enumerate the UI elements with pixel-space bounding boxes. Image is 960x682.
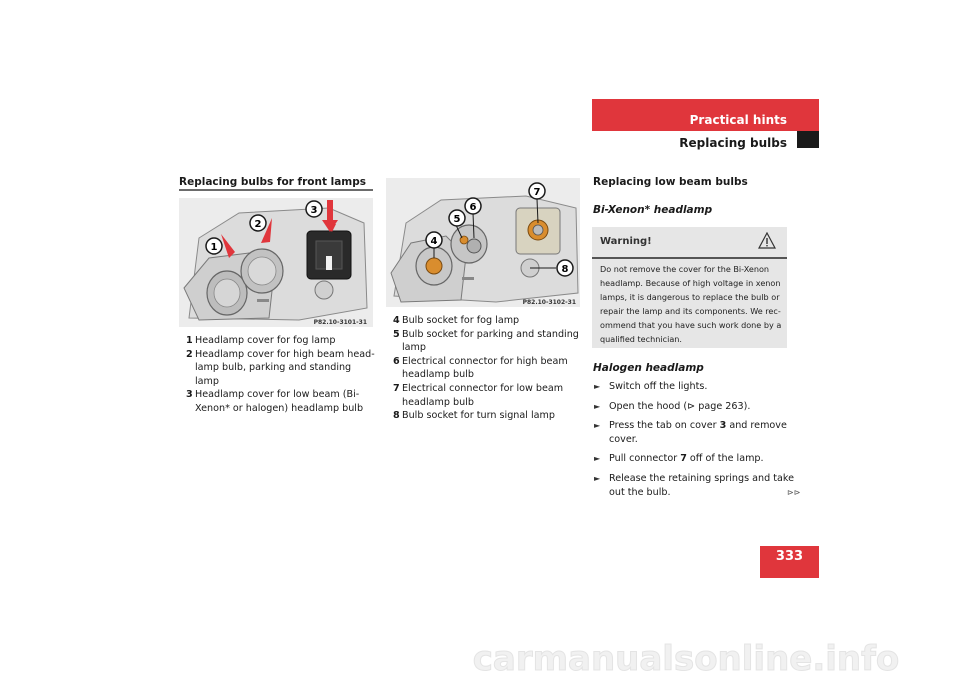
callout-2: 2 <box>254 219 262 230</box>
section-rule <box>179 189 373 191</box>
step-list <box>594 380 794 505</box>
callout-8: 8 <box>561 264 569 275</box>
list-item: ► Pull connector 7 off of the lamp. <box>594 453 764 465</box>
callout-6: 6 <box>469 202 477 213</box>
watermark <box>0 636 960 678</box>
bullet-triangle-icon: ► <box>594 401 601 411</box>
figure1-ref: P82.10-3101-31 <box>313 319 367 326</box>
list-item: 6 Electrical connector for high beam headlamp bulb <box>393 355 568 381</box>
list-item: ► Release the retaining springs and take out the bulb. <box>594 472 795 498</box>
figure2-ref: P82.10-3102-31 <box>522 299 576 306</box>
bullet-triangle-icon: ► <box>594 454 601 464</box>
list-item: ► Switch off the lights. <box>594 381 708 392</box>
callout-1: 1 <box>210 242 218 253</box>
bixenon-subtitle: Bi-Xenon* headlamp <box>593 204 713 216</box>
page-number: 333 <box>775 549 804 564</box>
list-item: 5 Bulb socket for parking and standing lamp <box>393 328 579 354</box>
bullet-triangle-icon: ► <box>594 382 601 391</box>
header-title: Practical hints <box>689 113 787 127</box>
header-subtitle: Replacing bulbs <box>679 136 787 150</box>
callout-3: 3 <box>310 205 318 216</box>
page-ref-arrow-icon: ⊳ <box>687 400 696 412</box>
callout-7: 7 <box>533 187 541 198</box>
figure-bulb-sockets <box>386 178 580 307</box>
list-item: 7 Electrical connector for low beam headlamp bulb <box>393 382 564 408</box>
list-item: 8 Bulb socket for turn signal lamp <box>393 410 555 422</box>
watermark-text: carmanualsonline.info <box>472 639 900 678</box>
legend-list-middle <box>393 314 583 423</box>
list-item: ► Press the tab on cover 3 and remove cover. <box>594 420 787 445</box>
callout-5: 5 <box>453 214 461 225</box>
warning-rule <box>592 257 787 259</box>
list-item: 2 Headlamp cover for high beam head-lamp bulb, parking and standing lamp <box>186 348 375 387</box>
low-beam-title: Replacing low beam bulbs <box>593 176 748 188</box>
list-item: 3 Headlamp cover for low beam (Bi-Xenon* or halogen) headlamp bulb <box>186 389 364 414</box>
warning-title: Warning! <box>600 236 652 247</box>
bullet-triangle-icon: ► <box>594 473 601 483</box>
figure-headlamp-covers <box>179 198 373 327</box>
list-item: ► Open the hood (⊳ page 263). <box>594 400 751 412</box>
halogen-subtitle: Halogen headlamp <box>593 362 704 374</box>
bullet-triangle-icon: ► <box>594 421 601 431</box>
legend-list-left <box>186 334 376 416</box>
warning-triangle-icon <box>758 232 776 253</box>
warning-text: Do not remove the cover for the Bi-Xenon headlamp. Because of high voltage in xenon lamps, it is dangerous to replace the bulb or repair the lamp and its components. We rec-ommend that you have such work done by a qualified technician. <box>600 264 782 344</box>
continued-arrow-icon: ⊳⊳ <box>787 488 801 497</box>
callout-4: 4 <box>430 236 438 247</box>
header-black-tab <box>797 131 819 148</box>
list-item: 1 Headlamp cover for fog lamp <box>186 335 336 346</box>
section-title: Replacing bulbs for front lamps <box>179 176 367 188</box>
list-item: 4 Bulb socket for fog lamp <box>393 315 520 326</box>
